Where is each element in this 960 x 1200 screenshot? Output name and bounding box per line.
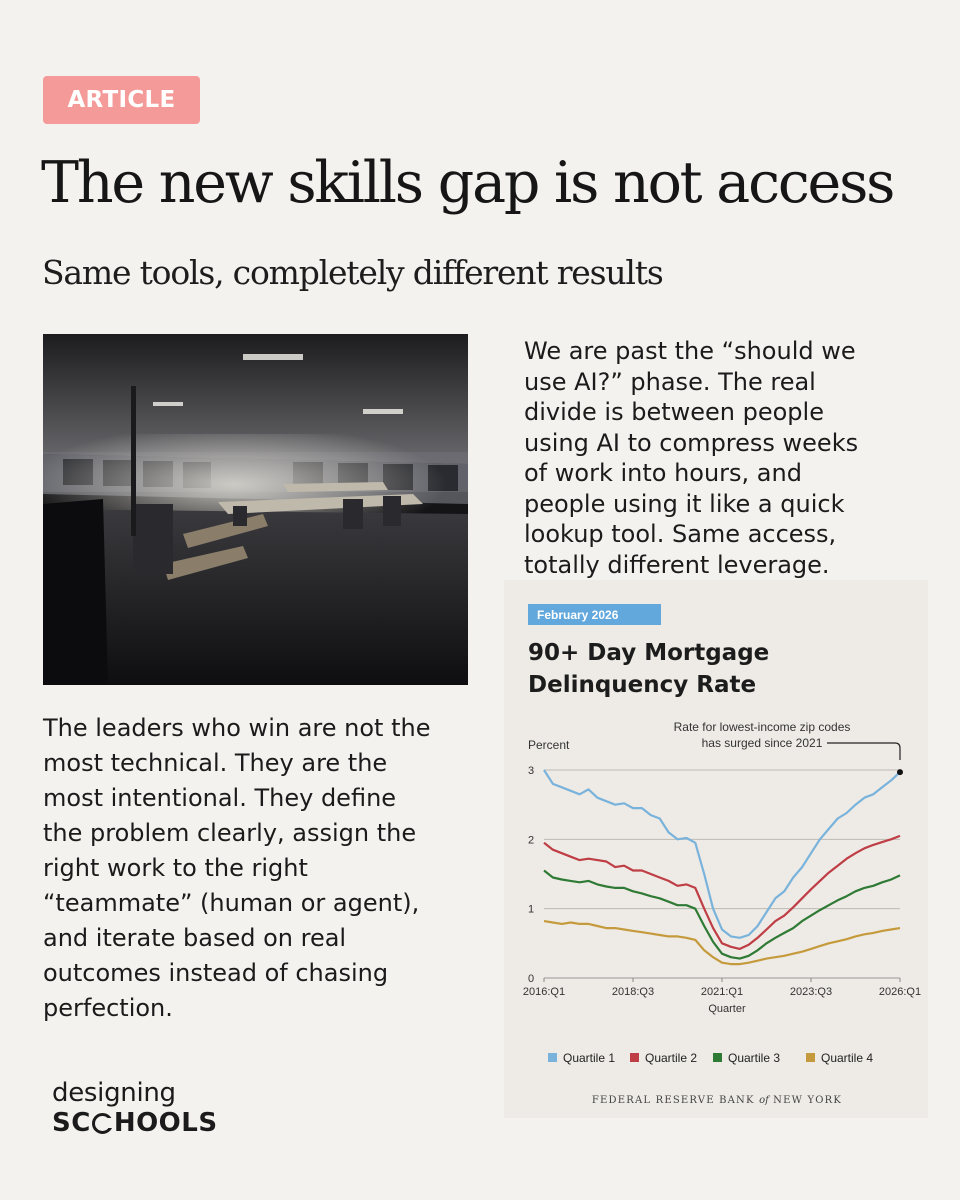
- intro-line: people using it like a quick: [524, 489, 845, 518]
- chart-title-line-2: Delinquency Rate: [528, 672, 757, 698]
- annotation-point: [897, 769, 903, 775]
- intro-paragraph: [524, 336, 944, 580]
- x-ticks: [523, 978, 921, 998]
- delinquency-chart-card: [504, 580, 928, 1118]
- chart-series: [544, 769, 903, 964]
- body-line: perfection.: [43, 994, 173, 1022]
- body-line: and iterate based on real: [43, 924, 347, 952]
- body-line: most technical. They are the: [43, 749, 388, 777]
- logo-bottom-word: [52, 1108, 252, 1138]
- chart-legend: [548, 1051, 873, 1065]
- body-line: right work to the right: [43, 854, 308, 882]
- body-line: outcomes instead of chasing: [43, 959, 389, 987]
- x-tick-label: 2018:Q3: [611, 986, 655, 998]
- annotation-leader: [827, 743, 900, 760]
- intro-line: using AI to compress weeks: [524, 428, 859, 457]
- annotation-line-1: Rate for lowest-income zip codes: [673, 720, 851, 734]
- legend-label: Quartile 1: [563, 1051, 616, 1065]
- logo-bottom-post: HOOLS: [113, 1108, 218, 1138]
- legend-swatch: [713, 1053, 722, 1062]
- series-line-quartile-2: [544, 836, 900, 949]
- y-tick-label: 3: [528, 765, 535, 777]
- series-line-quartile-3: [544, 871, 900, 959]
- intro-line: use AI?” phase. The real: [524, 367, 816, 396]
- office-photo: [43, 334, 468, 685]
- body-line: the problem clearly, assign the: [43, 819, 417, 847]
- x-tick-label: 2023:Q3: [789, 986, 833, 998]
- designing-schools-logo: [52, 1078, 252, 1138]
- y-tick-label: 1: [528, 903, 535, 916]
- delinquency-chart: [504, 580, 928, 1118]
- body-line: “teammate” (human or agent),: [43, 889, 420, 917]
- legend-label: Quartile 4: [821, 1051, 874, 1065]
- x-tick-label: 2016:Q1: [522, 986, 566, 998]
- legend-swatch: [548, 1053, 557, 1062]
- x-tick-label: 2021:Q1: [700, 986, 744, 998]
- intro-line: of work into hours, and: [524, 459, 802, 487]
- date-tag-label: February 2026: [537, 608, 619, 622]
- logo-o-icon: [92, 1113, 113, 1134]
- y-tick-label: 0: [528, 973, 535, 985]
- logo-top-word: designing: [52, 1078, 176, 1108]
- article-badge: ARTICLE: [43, 76, 200, 124]
- chart-source: FEDERAL RESERVE BANK of NEW YORK: [591, 1095, 843, 1106]
- y-axis-label: Percent: [528, 738, 570, 752]
- legend-label: Quartile 3: [728, 1051, 781, 1065]
- annotation-line-2: has surged since 2021: [701, 736, 823, 750]
- intro-line: totally different leverage.: [524, 550, 830, 579]
- page-subtitle: Same tools, completely different results: [42, 253, 663, 292]
- x-axis-label: Quarter: [708, 1003, 746, 1015]
- body-paragraph: [43, 711, 483, 1026]
- legend-swatch: [630, 1053, 639, 1062]
- y-tick-label: 2: [528, 834, 535, 847]
- body-line: most intentional. They define: [43, 784, 397, 812]
- chart-title-line-1: 90+ Day Mortgage: [528, 640, 770, 666]
- body-line: The leaders who win are not the: [43, 714, 431, 742]
- intro-line: We are past the “should we: [524, 337, 856, 365]
- series-line-quartile-1: [544, 770, 900, 938]
- intro-line: lookup tool. Same access,: [524, 520, 837, 548]
- x-tick-label: 2026:Q1: [878, 986, 922, 998]
- page-title: The new skills gap is not access: [41, 150, 894, 216]
- logo-bottom-pre: SC: [52, 1108, 91, 1138]
- legend-label: Quartile 2: [645, 1051, 698, 1065]
- intro-line: divide is between people: [524, 398, 824, 426]
- legend-swatch: [806, 1053, 815, 1062]
- chart-grid: [528, 765, 900, 985]
